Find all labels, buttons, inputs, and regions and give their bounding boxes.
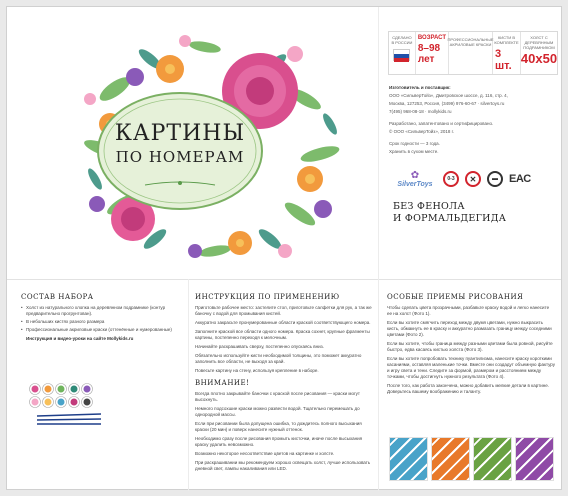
techniques-paragraph: Чтобы сделать цвета прозрачными, разбавьте краску водой и легко нанесите ее на холст (Фото 1). [387,305,550,316]
manufacturer-info [389,85,557,157]
brushes-image [35,413,105,427]
rights-line: © ООО «СильверТойз», 2018 г. [389,129,454,134]
package-sheet [6,6,562,490]
brushes-cell [493,32,521,74]
paints-cell [449,32,493,74]
kit-contents-heading: СОСТАВ НАБОРА [21,293,94,301]
no-phenol-line-2: И ФОРМАЛЬДЕГИДА [393,213,507,224]
technique-photo-4 [515,437,554,481]
manufacturer-line: ООО «СильверТойз», Дмитровское шоссе, д. 116, стр. 4, [389,93,508,98]
title-line-1: КАРТИНЫ [114,121,246,146]
made-in-cell [389,32,416,74]
techniques-paragraph: После того, как работа закончена, можно добавить мелкие детали в картине. Доверьтесь вашему воображению и таланту. [387,383,549,394]
no-recycle-icon: ▬ [487,171,503,187]
canvas-size: 40x50 [520,51,558,66]
storage-line: Хранить в сухом месте. [389,149,439,154]
instructions-paragraph: Обязательно используйте кисти необходимой толщины, это поможет аккуратно заполнить все области, не выходя за край. [195,353,362,364]
technique-photo-1 [389,437,428,481]
certification-logos [393,167,555,191]
instructions-paragraph: Повесьте картину на стену, используя крепление в наборе. [195,368,319,373]
techniques-paragraph: Если вы хотите, чтобы граница между разными цветами была ровной, рисуйте быстро, едва касаясь кистью холста (Фото 3). [387,341,553,352]
age-label: ВОЗРАСТ [417,35,446,41]
age-value: 8–98 лет [417,43,441,65]
techniques-paragraph: Если вы хотите попробовать технику пуантилизма, нанесите краску короткими касаниями, оставляя маленькие точки. Вместе они создадут объемную фактуру и игру света и тени. Следите за формой, размером и расстоянием между точками, чтобы достигнуть нужного результата (Фото 4). [387,356,555,379]
brand-name: SilverToys [397,181,433,188]
attention-paragraph: Всегда плотно закрывайте баночки с краской после рисования — краски могут высохнуть. [195,391,360,402]
kit-contents-list [21,305,181,333]
canvas-label: ХОЛСТ С ДЕРЕВЯННЫМ ПОДРАМНИКОМ [523,35,555,50]
technique-photos [389,437,554,481]
silver-toys-logo [393,170,437,188]
info-strip [388,31,558,75]
instructions-paragraph: Аккуратно закрасьте пронумерованные области краской соответствующего номера. [195,320,371,325]
manufacturer-line: 7(495) 968-08-18 · mollykids.ru [389,109,452,114]
list-item: • В небольших кистях разного размера [21,319,181,325]
no-small-parts-icon: ✕ [465,171,481,187]
storage-line: Срок годности — 3 года. [389,141,440,146]
fold-line-right [378,7,379,491]
attention-paragraph: Возможно некоторое несоответствие цветов на картинке и холсте. [195,451,335,456]
techniques-heading: ОСОБЫЕ ПРИЕМЫ РИСОВАНИЯ [387,293,524,301]
age-warning-icon: 0-3 [443,171,459,187]
brushes-value: 3 шт. [495,48,512,72]
canvas-cell [521,32,557,74]
techniques-paragraph: Если вы хотите смягчить переход между двумя цветами, нужно выкрасить кисть, обмакнуть ее в краску и аккуратно размазать границу между соседними цветами (Фото 2). [387,320,552,337]
website-note: Инструкция и видео-уроки на сайте Mollykids.ru [26,336,134,341]
list-item: • Холст из натурального хлопка на деревянном подрамнике (контур предварительно прогрунтован). [21,305,181,317]
brushes-label: КИСТИ В КОМПЛЕКТЕ [494,35,519,45]
title-panel [105,99,255,201]
paints-label: ПРОФЕССИОНАЛЬНЫЕ АКРИЛОВЫЕ КРАСКИ [447,37,494,47]
technique-photo-3 [473,437,512,481]
silver-toys-logo-icon: ✿ [410,170,420,181]
age-cell [416,32,449,74]
manufacturer-heading: Изготовитель и поставщик: [389,85,451,90]
russia-flag-icon [393,49,410,61]
attention-paragraph: Если при рисовании была допущена ошибка, то дождитесь полного высыхания краски (20 мин) и поверх нанесите нужный оттенок. [195,421,362,432]
title-line-2: ПО НОМЕРАМ [115,148,245,166]
fold-line-left [188,279,189,491]
instructions-section [195,294,373,475]
instructions-heading: ИНСТРУКЦИЯ ПО ПРИМЕНЕНИЮ [195,293,340,301]
no-phenol-line-1: БЕЗ ФЕНОЛА [393,201,465,212]
manufacturer-line: Москва, 127253, Россия, (3499) 976-60-67 · silvertoys.ru [389,101,505,106]
attention-paragraph: При раскрашивании мы рекомендуем хорошо освещать холст, лучше использовать дневной свет, лампы накаливания или LED. [195,460,371,471]
instructions-paragraph: Начинайте раскрашивать сверху, постепенно опускаясь вниз. [195,344,324,349]
kit-contents-section [21,294,181,345]
instructions-paragraph: Заполните краской все области одного номера. Краска сохнет, крупные фрагменты картины, постепенно переходя к мелочным. [195,329,370,340]
technique-photo-2 [431,437,470,481]
made-in-label: СДЕЛАНО В РОССИИ [391,35,413,45]
fold-line-horizontal [7,279,561,280]
attention-paragraph: Немного подсохшие краски можно развести водой. Тщательно перемешать до однородной массы. [195,406,360,417]
no-phenol-statement [393,201,557,225]
list-item: • Профессиональные акриловые краски (оттенённые и нумерованные) [21,327,181,333]
techniques-section [387,294,555,398]
instructions-paragraph: Приготовьте рабочее место: застелите стол, приготовьте салфетки для рук, а так же баночку с водой для промывания кистей. [195,305,372,316]
attention-heading: ВНИМАНИЕ! [195,379,250,387]
attention-paragraph: Необходимо сразу после рисования промыть кисточки, иначе после высыхания краску удалить невозможно. [195,436,363,447]
eac-mark: EAC [509,173,531,185]
rights-line: Разработано, запатентовано и сертифицировано. [389,121,494,126]
